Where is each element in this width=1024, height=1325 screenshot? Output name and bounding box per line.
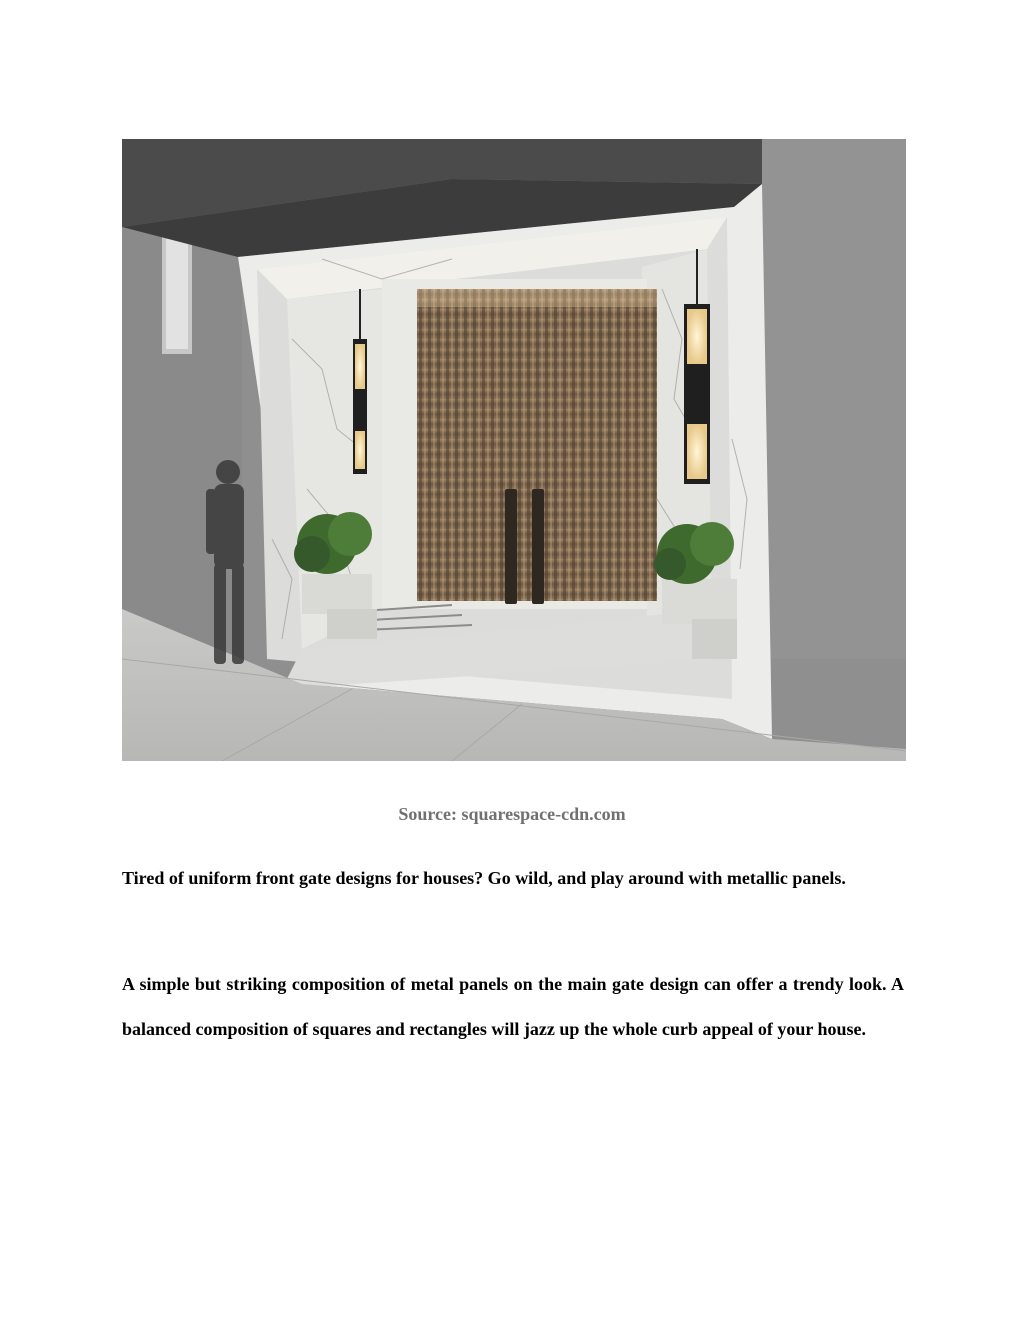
paragraph-metal-panels: A simple but striking composition of metal panels on the main gate design can offer a trendy look. A balanced composition of squares and rectangles will jazz up the whole curb appeal of your house. xyxy=(122,974,904,1039)
image-source-caption: Source: squarespace-cdn.com xyxy=(398,804,626,824)
paragraph-intro: Tired of uniform front gate designs for houses? Go wild, and play around with metallic panels. xyxy=(122,868,846,888)
entrance-photo xyxy=(122,139,906,761)
